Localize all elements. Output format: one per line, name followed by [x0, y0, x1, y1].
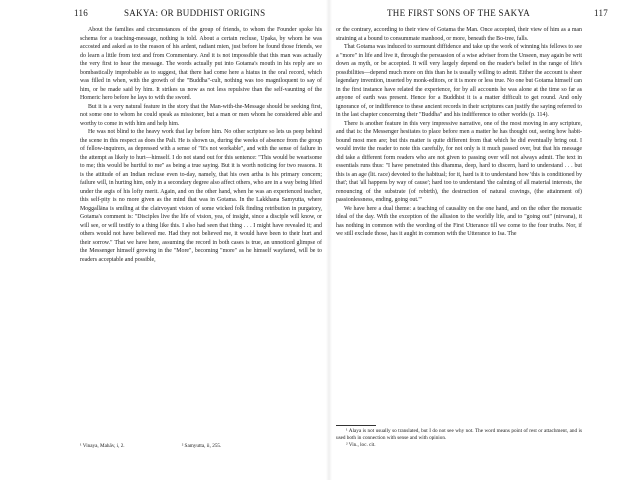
- book-spine: [326, 0, 332, 480]
- paragraph: There is another feature in this very impressive narrative, one of the most moving in any scripture, and that is: the Messenger hesitates to place before men a matter he has thought out, seeing how habit-bound most men are; but this matter is quite different from that which he did eventually bring out. I would invite the reader to note this carefully, for not only is it much passed over, but that his message did take a different form readers who are not given to passing over will not always admit. The text in essentials runs thus: "I have penetrated this dhamma, deep, hard to discern, hard to understand . . . but this is an age (lit. race) devoted to the habitual; for it, hard is it to understand how 'this is conditioned by that'; that 'all happens by way of cause'; hard too to understand 'the calming of all material interests, the renouncing of the substrate (of rebirth), the destruction of natural cravings, (the attainment of) passionlessness, ending, going out.'": [336, 120, 582, 203]
- footnote: ² Vin., loc. cit.: [346, 442, 376, 448]
- paragraph: But it is a very natural feature in the story that the Man-with-the-Message should be seeking first, not some one to whom he could speak as missioner, but a man or men whom he considered able and worthy to come in with him and help him.: [80, 103, 322, 127]
- footnote: ¹ Alaya is not usually so translated, but I do not see why not. The word means point of rest or attachment, and is used both in connection with sense and with opinion.: [336, 428, 582, 441]
- paragraph: That Gotama was induced to surmount diffidence and take up the work of winning his fellows to see a "more" in life and live it, through the persuasion of a wise adviser from the Unseen, may again be writ down as myth, or be accepted. It will very largely depend on the reader's belief in the range of life's possibilities—depend much more on this than he is usually willing to admit. Either the account is sheer legendary invention, inserted by monk-editors, or it is more or less true. No one but Gotama himself can in the first instance have related the experience, for by all accounts he was alone at the time so far as anyone of earth was present. Hence for a Buddhist it is a matter difficult to get round. And only ignorance of, or indifference to these ancient records in their scriptures can justify the saying referred to in the last chapter concerning their "Buddha" and his indifference to other worlds (p. 114).: [336, 44, 582, 118]
- paragraph: He was not blind to the heavy work that lay before him. No other scripture so lets us peep behind the scene in this respect as does the Pali. He is shown us, during the weeks of absence from the group of fellow-inquirers, as depressed with a sense of "It's not workable", and with the sense of failure in the attempt as likely to hurt—himself. I do not stand out for this sentence: "This would be wearisome to me; this would be hurtful to me" as being a true saying. But it is worth noticing for two reasons. It is the attitude of an Indian recluse even to-day, namely, that his own artha is his primary concern; failure will, in hurting him, only in a secondary degree also affect others, who are in a way being lifted under the ægis of his lofty merit. Again, and on the other hand, when he was an experienced teacher, this self-pity is no more given as the mind that was in Gotama. In the Lakkhana Samyutta, where Moggallāna is smiling at the clairvoyant vision of some wicked folk finding retribution in purgatory, Gotama's comment is: "Disciples live the life of vision, yea, of insight, since a disciple will know, or will see, or will testify to a thing like this. I also had seen that thing . . . I might have revealed it; and others would not have believed me. Had they not believed me, it would have been to their hurt and their sorrow." That we have here, assuming the record in both cases is true, an unnoticed glimpse of the Messenger himself growing in the "More", becoming "more" as he himself wayfared, will be to readers acceptable and possible,: [80, 129, 322, 263]
- left-running-head: SAKYA: OR BUDDHIST ORIGINS: [124, 8, 266, 18]
- paragraph: About the families and circumstances of the group of friends, to whom the Founder spoke his schema for a teaching-message, nothing is told. About a certain recluse, Upaka, by whom he was accosted and asked as to the reason of his ardent, radiant mien, just before he found those friends, we do learn a little from text and from Commentary. And it is not impossible that this man was actually the very first to hear the message. The words actually put into Gotama's mouth in his reply are so bombastically improbable as to suggest, that there had come here a hiatus in the oral record, which was filled in when, with the growth of the "Buddha"-cult, nothing was too magniloquent to say of him, or be made said by him. It strikes us now as not less repulsive than the self-vaunting of the Homeric hero before he lays to with the sword.: [80, 27, 322, 101]
- left-page-body: [80, 26, 322, 472]
- right-page-body: [336, 26, 582, 472]
- footnote: ² Samyutta, ii, 255.: [181, 443, 222, 449]
- right-page-number: 117: [594, 8, 609, 18]
- right-footnotes: [336, 424, 582, 449]
- paragraph: We have here a dual theme: a teaching of causality on the one hand, and on the other the monastic ideal of the day. With the exception of the allusion to the worldly life, and to "going out" (nirvana), it has nothing in common with the wording of the First Utterance till we come to the four truths. Nor, if we still exclude those, has it aught in common with the Utterance to Isa. The: [336, 205, 582, 237]
- right-running-head: THE FIRST SONS OF THE SAKYA: [387, 8, 531, 18]
- footnote: ¹ Vinaya, Mahāv, i, 2.: [80, 443, 125, 449]
- left-footnotes: [80, 432, 322, 451]
- left-page-number: 116: [74, 8, 89, 18]
- paragraph: or the contrary, according to their view of Gotama the Man. Once accepted, their view of him as a man straining at a bound to consummate manhood, or more, beneath the Bo-tree, falls.: [336, 27, 582, 42]
